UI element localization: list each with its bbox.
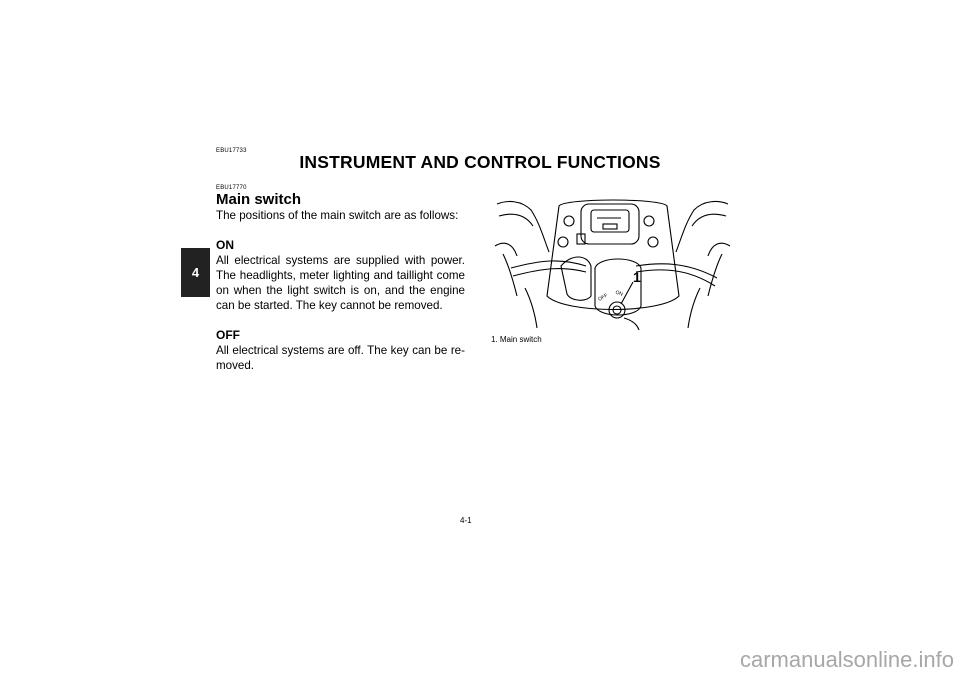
page-number: 4-1	[460, 516, 472, 525]
section-code: EBU17770	[216, 185, 247, 191]
watermark: carmanualsonline.info	[739, 647, 954, 672]
position-text-on: All electrical systems are supplied with power. The headlights, meter lighting and taillight come on when the light switch is on, and the engine can be started. The key cannot be removed.	[216, 254, 465, 312]
switch-label-on: ON	[614, 289, 624, 298]
position-text-off: All electrical systems are off. The key can be re-moved.	[216, 344, 465, 372]
switch-label-off: OFF	[597, 292, 609, 303]
chapter-tab: 4	[181, 248, 210, 297]
main-switch-illustration	[491, 196, 734, 331]
figure-caption: 1. Main switch	[491, 335, 542, 344]
intro-text: The positions of the main switch are as follows:	[216, 209, 459, 222]
chapter-code: EBU17733	[216, 148, 247, 154]
position-label-off: OFF	[216, 328, 240, 342]
section-heading: Main switch	[216, 191, 302, 208]
position-label-on: ON	[216, 238, 234, 252]
figure-callout: 1	[633, 269, 641, 285]
page-title: INSTRUMENT AND CONTROL FUNCTIONS	[299, 152, 661, 172]
section-body	[216, 208, 465, 373]
